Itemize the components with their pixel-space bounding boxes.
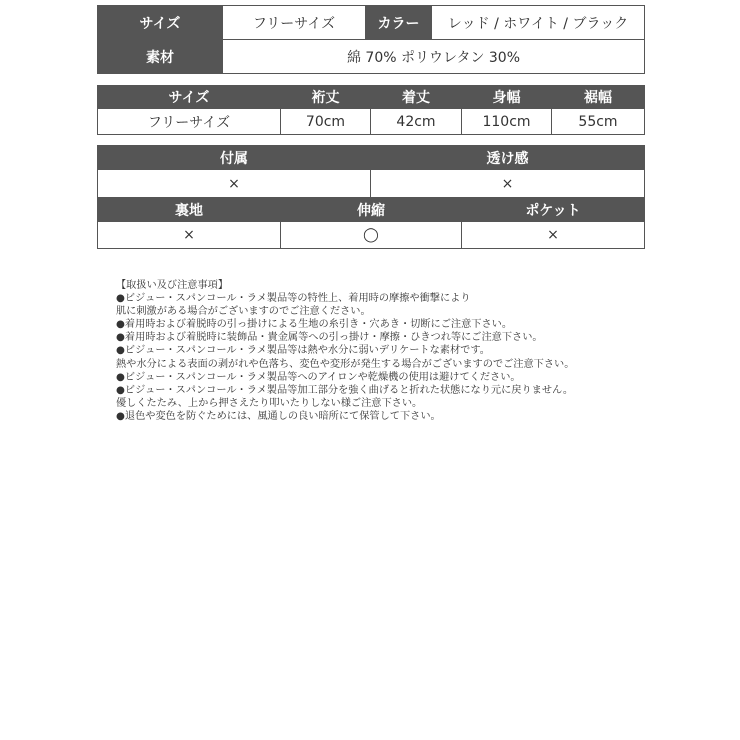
size-table (97, 85, 645, 135)
care-note-line: ●退色や変色を防ぐためには、風通しの良い暗所にて保管して下さい。 (116, 410, 441, 422)
lining-header: 裏地 (98, 198, 281, 222)
hem-width-cell: 55cm (552, 109, 645, 135)
accessories-value: × (98, 170, 371, 198)
accessories-header: 付属 (98, 146, 371, 170)
length-header: 着丈 (371, 86, 462, 109)
stretch-value: ◯ (281, 222, 462, 249)
size-cell: フリーサイズ (98, 109, 281, 135)
features-2-value-row (98, 222, 645, 249)
stretch-header: 伸縮 (281, 198, 462, 222)
care-note-line: 熱や水分による表面の剥がれや色落ち、変色や変形が発生する場合がございますのでご注意下さい。 (116, 358, 575, 370)
care-note-line: 肌に刺激がある場合がございますのでご注意ください。 (116, 306, 371, 318)
hem-width-header: 裾幅 (552, 86, 645, 109)
spec-row-size-color (98, 6, 645, 40)
features-2-header-row (98, 198, 645, 222)
features-1-value-row (98, 170, 645, 198)
care-note-line: ●ビジュー・スパンコール・ラメ製品等の特性上、着用時の摩擦や衝撃により (116, 293, 471, 305)
features-table-2 (97, 197, 645, 249)
sheerness-header: 透け感 (371, 146, 645, 170)
care-note-line: ●ビジュー・スパンコール・ラメ製品等へのアイロンや乾燥機の使用は避けてください。 (116, 371, 521, 383)
pocket-header: ポケット (462, 198, 645, 222)
features-1-header-row (98, 146, 645, 170)
spec-table (97, 5, 645, 74)
size-table-header-row (98, 86, 645, 109)
spec-row-material (98, 40, 645, 74)
body-width-header: 身幅 (462, 86, 552, 109)
size-value: フリーサイズ (223, 6, 366, 40)
features-table-1 (97, 145, 645, 198)
sleeve-length-cell: 70cm (281, 109, 371, 135)
care-note-line: ●ビジュー・スパンコール・ラメ製品等は熱や水分に弱いデリケートな素材です。 (116, 345, 490, 357)
care-note-line: ●着用時および着脱時の引っ掛けによる生地の糸引き・穴あき・切断にご注意下さい。 (116, 319, 513, 331)
size-header: サイズ (98, 86, 281, 109)
care-note-line: ●ビジュー・スパンコール・ラメ製品等加工部分を強く曲げると折れた状態になり元に戻りません。 (116, 384, 574, 396)
material-label: 素材 (98, 40, 223, 74)
lining-value: × (98, 222, 281, 249)
care-note-line: ●着用時および着脱時に装飾品・貴金属等への引っ掛け・摩擦・ひきつれ等にご注意下さい。 (116, 332, 543, 344)
care-note-line: 優しくたたみ、上から押さえたり叩いたりしない様ご注意下さい。 (116, 397, 423, 409)
size-table-row (98, 109, 645, 135)
care-notes-title: 【取扱い及び注意事項】 (116, 280, 229, 291)
size-label: サイズ (98, 6, 223, 40)
material-value: 綿 70% ポリウレタン 30% (223, 40, 645, 74)
sleeve-length-header: 裄丈 (281, 86, 371, 109)
sheerness-value: × (371, 170, 645, 198)
pocket-value: × (462, 222, 645, 249)
color-label: カラー (366, 6, 432, 40)
color-value: レッド / ホワイト / ブラック (432, 6, 645, 40)
length-cell: 42cm (371, 109, 462, 135)
care-notes (116, 279, 676, 423)
body-width-cell: 110cm (462, 109, 552, 135)
